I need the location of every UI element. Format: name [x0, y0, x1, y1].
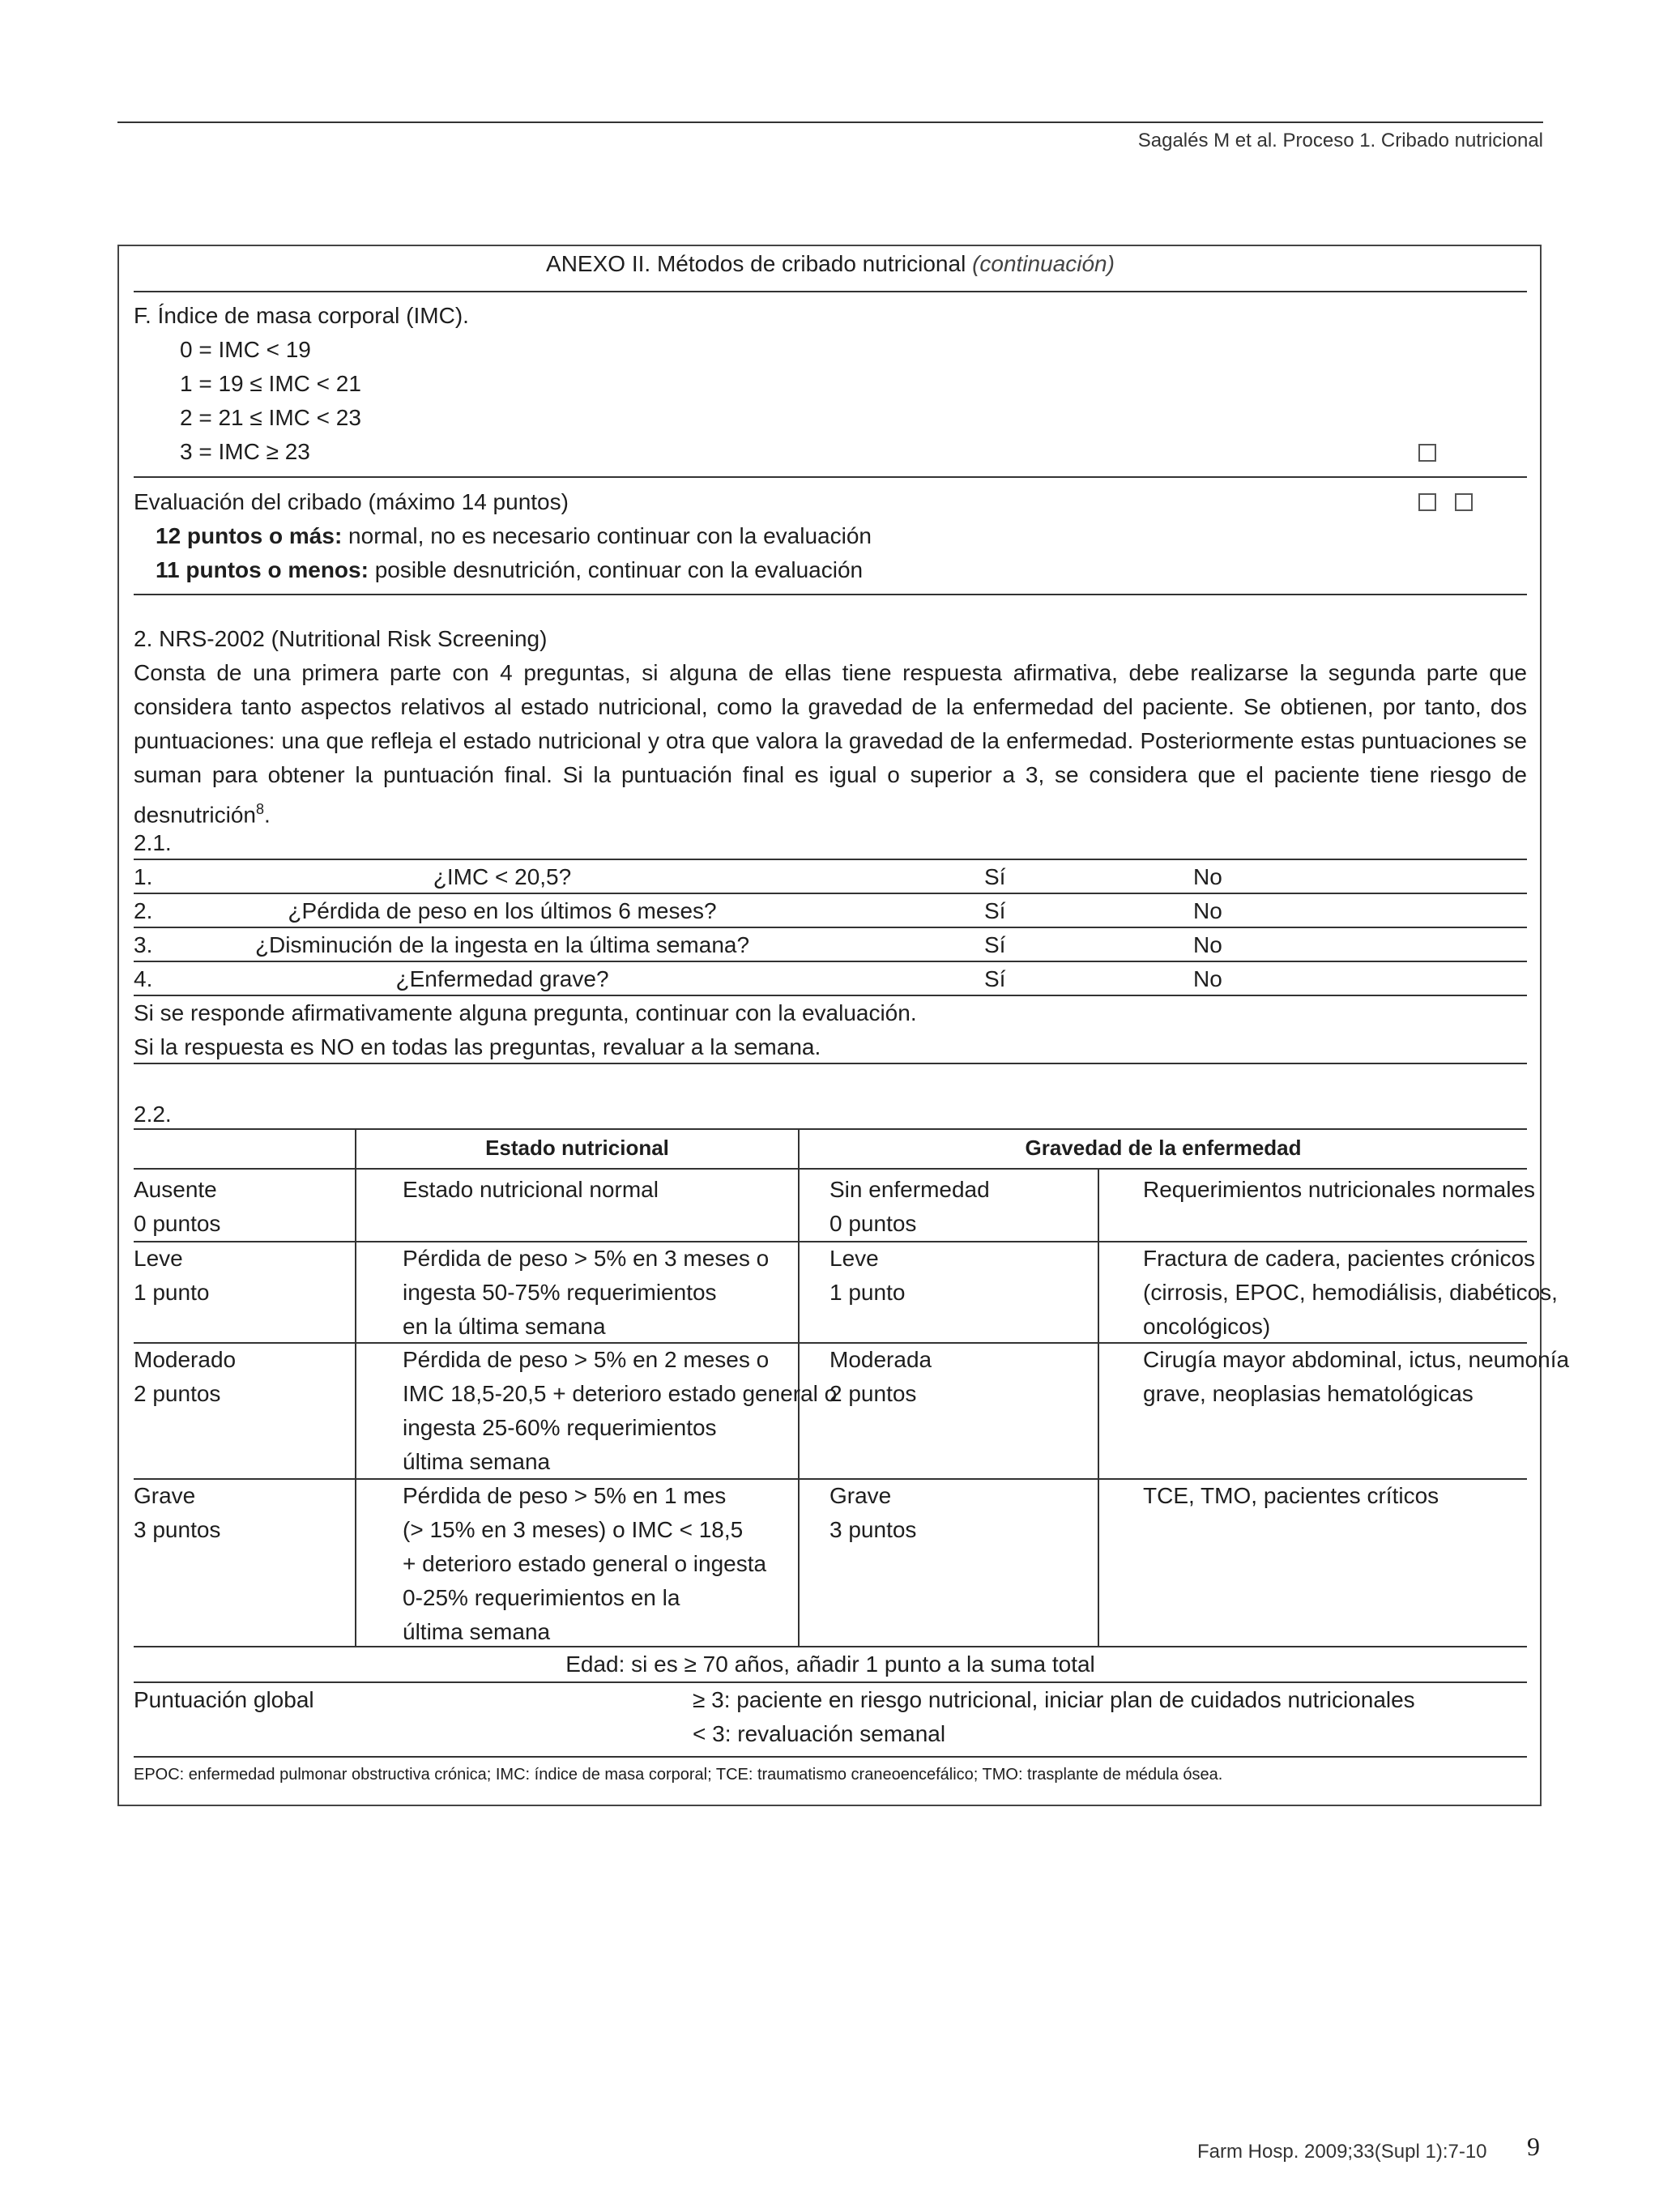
table-cell: Leve 1 punto: [830, 1246, 906, 1305]
table-rule: [134, 859, 1527, 860]
running-title: Sagalés M et al. Proceso 1. Cribado nutricional: [1137, 130, 1543, 151]
evaluation-line-bold: 11 puntos o menos:: [156, 557, 369, 582]
table-cell: Pérdida de peso > 5% en 1 mes (> 15% en 3 meses) o IMC < 18,5 + deterioro estado general o ingesta 0-25% requerimientos en la última semana: [403, 1483, 767, 1644]
question-text: ¿Pérdida de peso en los últimos 6 meses?: [288, 898, 717, 923]
imc-item: 1 = 19 ≤ IMC < 21: [180, 371, 361, 396]
nrs-paragraph-end: .: [264, 802, 271, 828]
nrs-reference: 8: [255, 801, 264, 817]
global-score-line: ≥ 3: paciente en riesgo nutricional, iniciar plan de cuidados nutricionales: [693, 1687, 1415, 1712]
question-number: 4.: [134, 966, 153, 991]
score-checkbox[interactable]: [1418, 493, 1436, 511]
table-cell: Moderado 2 puntos: [134, 1347, 237, 1406]
title-rule: [134, 291, 1527, 292]
table-cell: Sin enfermedad 0 puntos: [830, 1177, 990, 1236]
table-rule: [134, 1168, 1527, 1170]
answer-yes[interactable]: Sí: [984, 898, 1006, 923]
imc-item: 3 = IMC ≥ 23: [180, 439, 310, 464]
question-text: ¿Disminución de la ingesta en la última semana?: [254, 932, 750, 957]
footnote: EPOC: enfermedad pulmonar obstructiva crónica; IMC: índice de masa corporal; TCE: traumatismo craneoencefálico; TMO: trasplante de médula ósea.: [134, 1766, 1223, 1784]
question-number: 3.: [134, 932, 153, 957]
evaluation-line-text: posible desnutrición, continuar con la evaluación: [368, 557, 864, 582]
table-cell: Cirugía mayor abdominal, ictus, neumonía grave, neoplasias hematológicas: [1143, 1347, 1570, 1406]
global-score-line: < 3: revaluación semanal: [693, 1721, 946, 1746]
section-f-title: F. Índice de masa corporal (IMC).: [134, 303, 469, 328]
section-21-note: Si la respuesta es NO en todas las preguntas, revaluar a la semana.: [134, 1034, 821, 1059]
nrs-title: 2. NRS-2002 (Nutritional Risk Screening): [134, 626, 548, 651]
table-cell: Ausente 0 puntos: [134, 1177, 221, 1236]
nrs-paragraph-text: Consta de una primera parte con 4 preguntas, si alguna de ellas tiene respuesta afirmativa, debe realizarse la segunda parte que considera tanto aspectos relativos al estado nutricional, como la gravedad de la enfermedad del paciente. Se obtienen, por tanto, dos puntuaciones: una que refleja el estado nutricional y otra que valora la gravedad de la enfermedad. Posteriormente estas puntuaciones se suman para obtener la puntuación final. Si la puntuación final es igual o superior a 3, se considera que el paciente tiene riesgo de desnutrición: [134, 660, 1527, 828]
section-21-label: 2.1.: [134, 830, 172, 855]
answer-yes[interactable]: Sí: [984, 932, 1006, 957]
table-cell: Moderada 2 puntos: [830, 1347, 932, 1406]
age-note: Edad: si es ≥ 70 años, añadir 1 punto a la suma total: [565, 1652, 1095, 1677]
answer-no[interactable]: No: [1193, 932, 1222, 957]
score-checkbox[interactable]: [1455, 493, 1473, 511]
table-cell: Leve 1 punto: [134, 1246, 210, 1305]
global-score-label: Puntuación global: [134, 1687, 314, 1712]
table-cell: Grave 3 puntos: [134, 1483, 221, 1542]
page-number: 9: [1527, 2132, 1540, 2161]
annex-title: [117, 251, 1543, 277]
answer-no[interactable]: No: [1193, 898, 1222, 923]
annex-title-suffix: (continuación): [972, 251, 1115, 276]
imc-item: 0 = IMC < 19: [180, 337, 311, 362]
score-checkbox[interactable]: [1418, 444, 1436, 462]
answer-yes[interactable]: Sí: [984, 966, 1006, 991]
table-cell: Pérdida de peso > 5% en 3 meses o ingesta 50-75% requerimientos en la última semana: [403, 1246, 770, 1339]
answer-no[interactable]: No: [1193, 966, 1222, 991]
imc-item: 2 = 21 ≤ IMC < 23: [180, 405, 361, 430]
column-divider: [355, 1128, 356, 1646]
question-text: ¿IMC < 20,5?: [433, 864, 572, 889]
table-cell: Grave 3 puntos: [830, 1483, 917, 1542]
table-rule: [134, 1756, 1527, 1758]
evaluation-line-bold: 12 puntos o más:: [156, 523, 343, 548]
table-cell: Fractura de cadera, pacientes crónicos (cirrosis, EPOC, hemodiálisis, diabéticos, oncológicos): [1143, 1246, 1558, 1339]
header-estado-nutricional: Estado nutricional: [485, 1136, 669, 1160]
table-rule: [134, 1128, 1527, 1130]
evaluation-line: [156, 553, 863, 587]
table-cell: Pérdida de peso > 5% en 2 meses o IMC 18,5-20,5 + deterioro estado general o ingesta 25-60% requerimientos última semana: [403, 1347, 838, 1474]
evaluation-title: Evaluación del cribado (máximo 14 puntos): [134, 489, 569, 514]
question-text: ¿Enfermedad grave?: [395, 966, 609, 991]
table-cell: Requerimientos nutricionales normales: [1143, 1177, 1536, 1202]
annex-title-text: ANEXO II. Métodos de cribado nutricional: [546, 251, 966, 276]
evaluation-line-text: normal, no es necesario continuar con la evaluación: [342, 523, 872, 548]
answer-no[interactable]: No: [1193, 864, 1222, 889]
section-rule: [134, 594, 1527, 595]
header-rule: [117, 121, 1543, 123]
question-number: 2.: [134, 898, 153, 923]
table-rule: [134, 961, 1527, 962]
section-21-note: Si se responde afirmativamente alguna pregunta, continuar con la evaluación.: [134, 1000, 917, 1025]
table-rule: [134, 1063, 1527, 1064]
evaluation-line: [156, 519, 872, 553]
question-number: 1.: [134, 864, 153, 889]
answer-yes[interactable]: Sí: [984, 864, 1006, 889]
header-gravedad-enfermedad: Gravedad de la enfermedad: [1025, 1136, 1302, 1160]
section-22-label: 2.2.: [134, 1102, 172, 1127]
table-cell: TCE, TMO, pacientes críticos: [1143, 1483, 1439, 1508]
table-cell: Estado nutricional normal: [403, 1177, 659, 1202]
section-rule: [134, 476, 1527, 478]
citation: Farm Hosp. 2009;33(Supl 1):7-10: [1197, 2141, 1487, 2163]
nrs-paragraph: [134, 656, 1527, 832]
